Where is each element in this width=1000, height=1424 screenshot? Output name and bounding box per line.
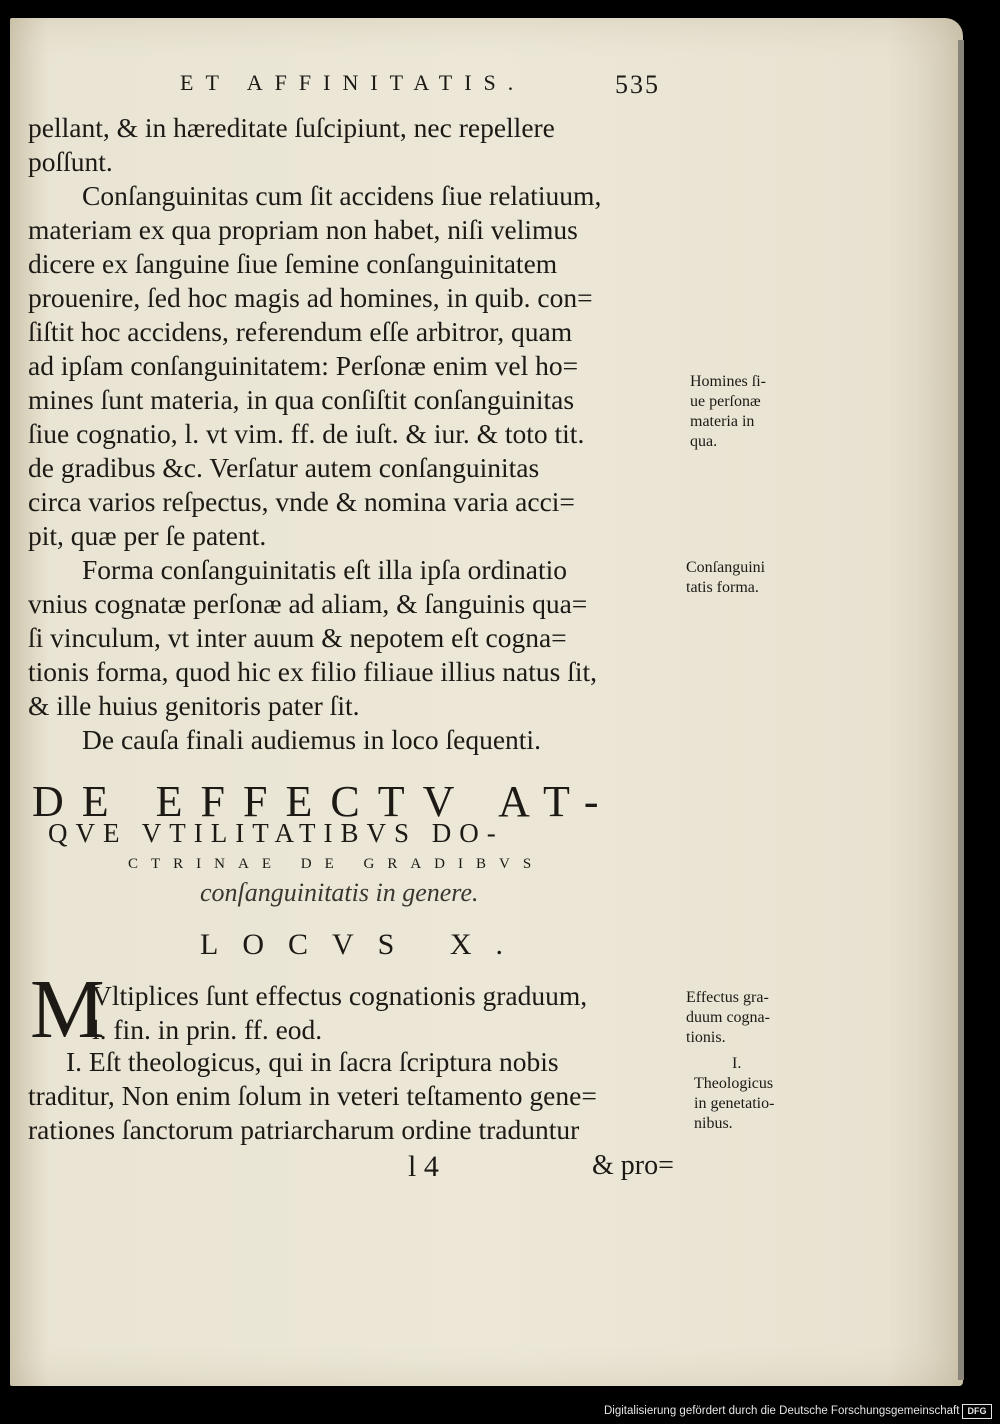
body-line: mines ſunt materia, in qua conſiſtit conſanguinitas — [28, 384, 575, 415]
body-line: tionis forma, quod hic ex filio filiaue illius natus ſit, — [28, 656, 598, 687]
marginal-line: Theologicus — [694, 1075, 774, 1092]
marginal-line: tatis forma. — [686, 579, 759, 596]
marginal-line: qua. — [690, 433, 718, 450]
marginal-line: materia in — [690, 413, 755, 430]
body-line: & ille huius genitoris pater ſit. — [28, 690, 360, 721]
marginal-line: nibus. — [694, 1115, 733, 1132]
body-line: poſſunt. — [28, 146, 113, 177]
section-heading-line1: DE EFFECTV AT- — [32, 777, 617, 826]
marginal-line: in genetatio- — [694, 1095, 775, 1112]
marginal-line: duum cogna- — [686, 1009, 770, 1026]
body-line: ſi vinculum, vt inter auum & nepotem eſt cogna= — [28, 622, 567, 653]
locus-title: LOCVS X. — [200, 928, 528, 961]
marginal-note — [690, 372, 766, 452]
body-line: dicere ex ſanguine ſiue ſemine conſanguinitatem — [28, 248, 558, 279]
body-line: pit, quæ per ſe patent. — [28, 520, 267, 551]
body-line: ſiue cognatio, l. vt vim. ff. de iuſt. & iur. & toto tit. — [28, 418, 585, 449]
running-head: ET AFFINITATIS. — [180, 70, 526, 95]
body-line: circa varios reſpectus, vnde & nomina varia acci= — [28, 486, 575, 517]
marginal-line: Effectus gra- — [686, 989, 769, 1006]
body-line: ad ipſam conſanguinitatem: Perſonæ enim vel ho= — [28, 350, 579, 381]
body-line: ſiſtit hoc accidens, referendum eſſe arbitror, quam — [28, 316, 573, 347]
section-heading-line4: conſanguinitatis in genere. — [200, 878, 479, 907]
dfg-logo: DFG — [962, 1404, 992, 1419]
body-line: prouenire, ſed hoc magis ad homines, in quib. con= — [28, 282, 593, 313]
body-line: traditur, Non enim ſolum in veteri teſtamento gene= — [28, 1080, 597, 1111]
body-line: de gradibus &c. Verſatur autem conſanguinitas — [28, 452, 540, 483]
body-line: De cauſa finali audiemus in loco ſequenti. — [82, 724, 541, 755]
page-number: 535 — [615, 70, 660, 99]
marginal-line: Homines ſi- — [690, 373, 766, 390]
drop-capital: M — [30, 963, 105, 1056]
body-line: materiam ex qua propriam non habet, niſi velimus — [28, 214, 578, 245]
page-edge — [958, 40, 964, 1380]
body-line: vnius cognatæ perſonæ ad aliam, & ſanguinis qua= — [28, 588, 588, 619]
body-line: rationes ſanctorum patriarcharum ordine traduntur — [28, 1114, 580, 1145]
marginal-line: Conſanguini — [686, 559, 766, 576]
section-heading-line2: QVE VTILITATIBVS DO- — [48, 818, 504, 848]
body-line: Forma conſanguinitatis eſt illa ipſa ordinatio — [82, 554, 567, 585]
marginal-note — [686, 988, 770, 1048]
marginal-note — [694, 1054, 774, 1134]
section-heading-line3: CTRINAE DE GRADIBVS — [128, 856, 545, 872]
body-line: Conſanguinitas cum ſit accidens ſiue relatiuum, — [82, 180, 602, 211]
body-line: l. fin. in prin. ff. eod. — [92, 1014, 323, 1045]
signature-mark: l 4 — [408, 1150, 439, 1183]
body-line: I. Eſt theologicus, qui in ſacra ſcriptura nobis — [66, 1046, 559, 1077]
footer-credit: Digitalisierung gefördert durch die Deutsche Forschungsgemeinschaft — [604, 1405, 960, 1417]
body-line: Vltiplices ſunt effectus cognationis graduum, — [92, 980, 588, 1011]
body-line: pellant, & in hæreditate ſuſcipiunt, nec repellere — [28, 112, 555, 143]
marginal-line: I. — [732, 1055, 742, 1072]
marginal-note — [686, 558, 765, 598]
marginal-line: ue perſonæ — [690, 393, 761, 410]
catchword: & pro= — [592, 1150, 674, 1181]
marginal-line: tionis. — [686, 1029, 726, 1046]
